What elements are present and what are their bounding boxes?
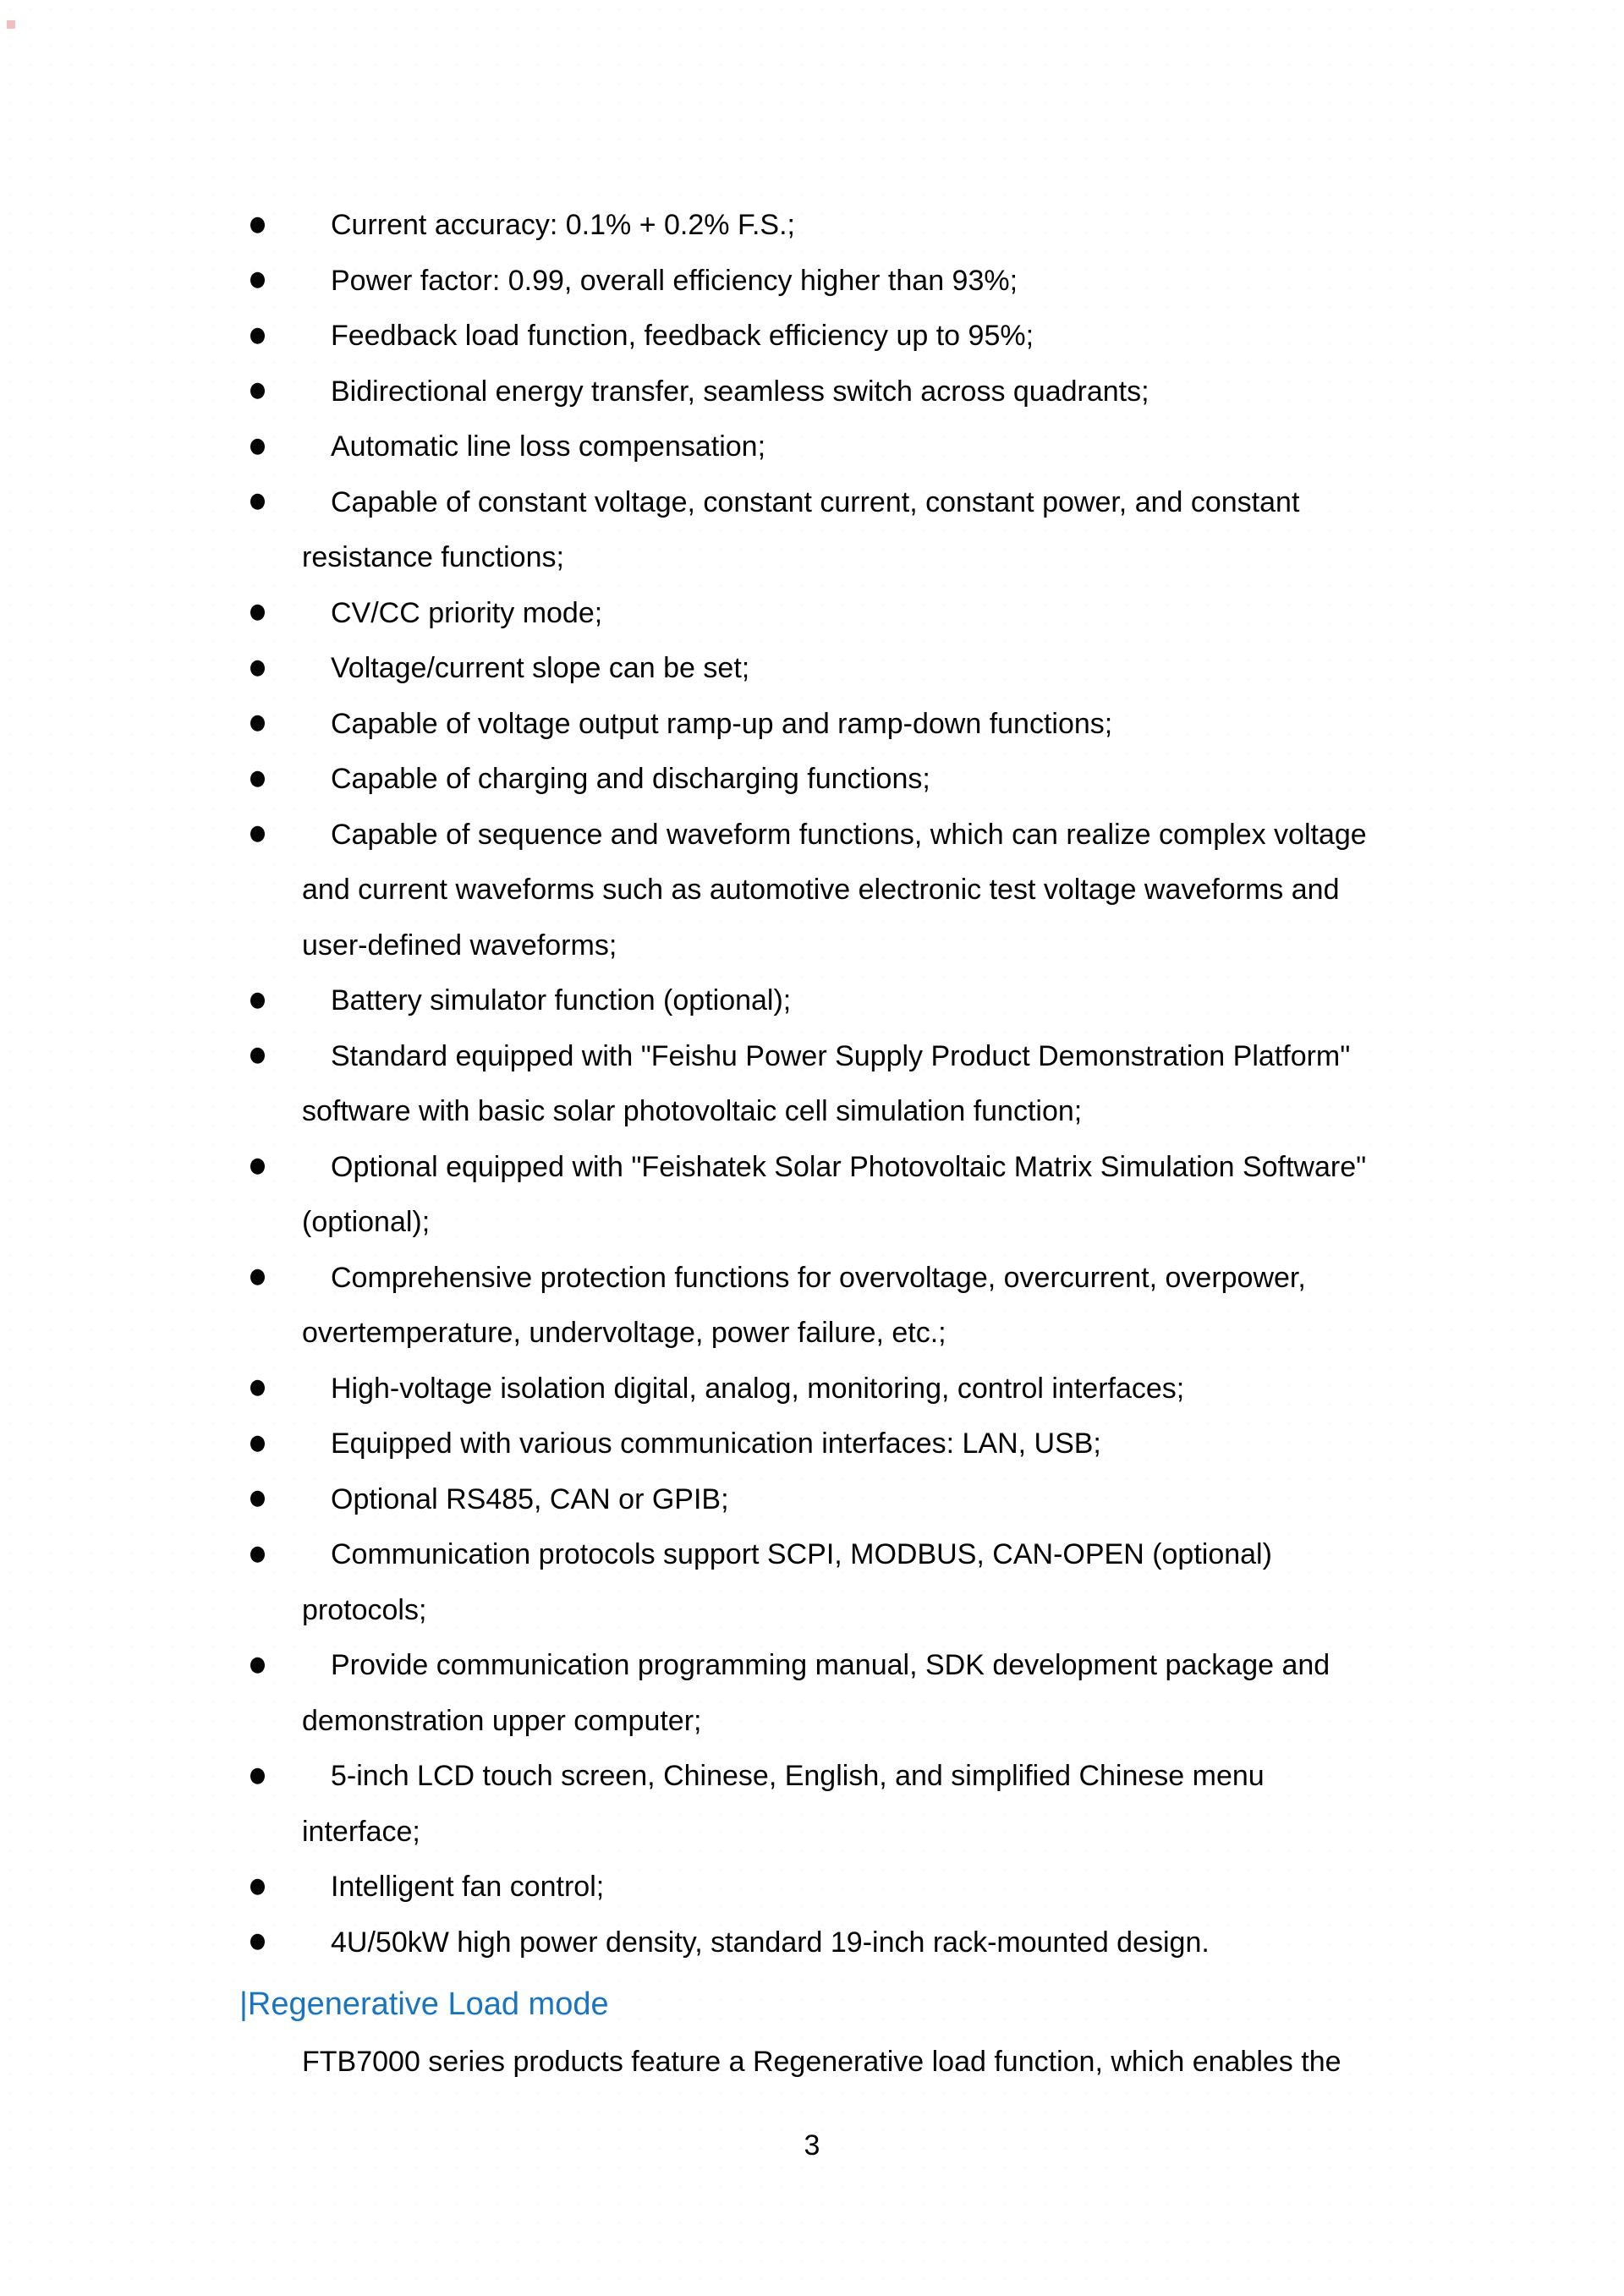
bullet-line [0, 1362, 1624, 1417]
bullet-marker-icon [250, 383, 265, 399]
bullet-continuation-line [0, 530, 1624, 586]
bullet-line [0, 1749, 1624, 1805]
bullet-line [0, 1860, 1624, 1915]
feature-item-text: demonstration upper computer; [302, 1704, 702, 1737]
bullet-line [0, 1029, 1624, 1085]
feature-item-text: Provide communication programming manual, SDK development package and [331, 1649, 1330, 1681]
feature-item-text: Feedback load function, feedback efficiency up to 95%; [331, 320, 1034, 352]
body-paragraph: FTB7000 series products feature a Regenerative load function, which enables the [302, 2046, 1341, 2078]
bullet-marker-icon [250, 992, 265, 1008]
feature-item-text: Standard equipped with "Feishu Power Supply Product Demonstration Platform" [331, 1039, 1351, 1072]
feature-item-text: Optional equipped with "Feishatek Solar Photovoltaic Matrix Simulation Software" [331, 1150, 1367, 1183]
bullet-line [0, 808, 1624, 863]
feature-item-text: Capable of constant voltage, constant current, constant power, and constant [331, 485, 1300, 518]
bullet-line [0, 1472, 1624, 1528]
feature-item-text: CV/CC priority mode; [331, 596, 603, 629]
feature-item-text: Bidirectional energy transfer, seamless switch across quadrants; [331, 375, 1149, 408]
bullet-line [0, 1140, 1624, 1196]
bullet-line [0, 752, 1624, 808]
bullet-line [0, 586, 1624, 642]
bullet-line [0, 364, 1624, 420]
feature-item-text: Capable of sequence and waveform functions, which can realize complex voltage [331, 818, 1367, 851]
bullet-marker-icon [250, 327, 265, 343]
bullet-line [0, 1527, 1624, 1583]
bullet-line [0, 254, 1624, 310]
bullet-marker-icon [250, 715, 265, 732]
bullet-marker-icon [250, 272, 265, 288]
bullet-line [0, 1251, 1624, 1307]
bullet-marker-icon [250, 1878, 265, 1894]
section-heading-regenerative-load-mode: |Regenerative Load mode [239, 1986, 609, 2022]
feature-item-text: Voltage/current slope can be set; [331, 652, 750, 684]
feature-item-text: interface; [302, 1815, 420, 1848]
page-number: 3 [804, 2129, 820, 2162]
feature-item-text: and current waveforms such as automotive electronic test voltage waveforms and [302, 874, 1340, 906]
bullet-marker-icon [250, 494, 265, 510]
bullet-marker-icon [250, 1767, 265, 1784]
bullet-marker-icon [250, 1380, 265, 1396]
feature-item-text: Automatic line loss compensation; [331, 430, 766, 463]
bullet-continuation-line [0, 1195, 1624, 1251]
feature-item-text: 5-inch LCD touch screen, Chinese, English, and simplified Chinese menu [331, 1760, 1265, 1792]
bullet-marker-icon [250, 1435, 265, 1451]
bullet-marker-icon [250, 1269, 265, 1285]
bullet-line [0, 198, 1624, 254]
feature-item-text: overtemperature, undervoltage, power failure, etc.; [302, 1317, 946, 1349]
bullet-line [0, 419, 1624, 475]
bullet-line [0, 1915, 1624, 1971]
bullet-continuation-line [0, 863, 1624, 918]
feature-item-text: Intelligent fan control; [331, 1871, 605, 1903]
feature-item-text: Comprehensive protection functions for overvoltage, overcurrent, overpower, [331, 1261, 1306, 1294]
bullet-marker-icon [250, 660, 265, 676]
bullet-continuation-line [0, 1694, 1624, 1750]
feature-item-text: Current accuracy: 0.1% + 0.2% F.S.; [331, 209, 795, 241]
bullet-marker-icon [250, 1159, 265, 1175]
feature-item-text: software with basic solar photovoltaic cell simulation function; [302, 1095, 1083, 1127]
feature-item-text: Capable of charging and discharging functions; [331, 763, 930, 795]
feature-item-text: Battery simulator function (optional); [331, 984, 792, 1016]
bullet-continuation-line [0, 1306, 1624, 1362]
bullet-marker-icon [250, 605, 265, 621]
feature-item-text: Power factor: 0.99, overall efficiency higher than 93%; [331, 264, 1018, 297]
bullet-line [0, 973, 1624, 1029]
bullet-marker-icon [250, 770, 265, 786]
bullet-marker-icon [250, 826, 265, 842]
bullet-continuation-line [0, 1805, 1624, 1860]
bullet-continuation-line [0, 1583, 1624, 1639]
feature-item-text: (optional); [302, 1206, 431, 1238]
bullet-marker-icon [250, 1546, 265, 1562]
bullet-continuation-line [0, 1084, 1624, 1140]
feature-item-text: High-voltage isolation digital, analog, monitoring, control interfaces; [331, 1372, 1185, 1405]
page-content [0, 198, 1624, 2091]
feature-item-text: resistance functions; [302, 541, 564, 573]
feature-item-text: protocols; [302, 1593, 427, 1626]
bullet-line [0, 697, 1624, 753]
feature-item-text: user-defined waveforms; [302, 929, 617, 962]
bullet-line [0, 1638, 1624, 1694]
feature-bullet-list [0, 198, 1624, 1970]
bullet-line [0, 1417, 1624, 1472]
scan-artifact [7, 20, 15, 29]
feature-item-text: Equipped with various communication interfaces: LAN, USB; [331, 1427, 1101, 1460]
bullet-marker-icon [250, 1934, 265, 1950]
bullet-marker-icon [250, 1048, 265, 1064]
bullet-marker-icon [250, 438, 265, 454]
feature-item-text: 4U/50kW high power density, standard 19-inch rack-mounted design. [331, 1926, 1210, 1959]
feature-item-text: Communication protocols support SCPI, MODBUS, CAN-OPEN (optional) [331, 1538, 1272, 1570]
bullet-line [0, 309, 1624, 364]
bullet-line [0, 641, 1624, 697]
bullet-marker-icon [250, 1657, 265, 1673]
feature-item-text: Capable of voltage output ramp-up and ramp-down functions; [331, 707, 1113, 740]
bullet-line [0, 475, 1624, 531]
feature-item-text: Optional RS485, CAN or GPIB; [331, 1482, 729, 1515]
bullet-marker-icon [250, 216, 265, 233]
bullet-continuation-line [0, 918, 1624, 974]
bullet-marker-icon [250, 1491, 265, 1507]
